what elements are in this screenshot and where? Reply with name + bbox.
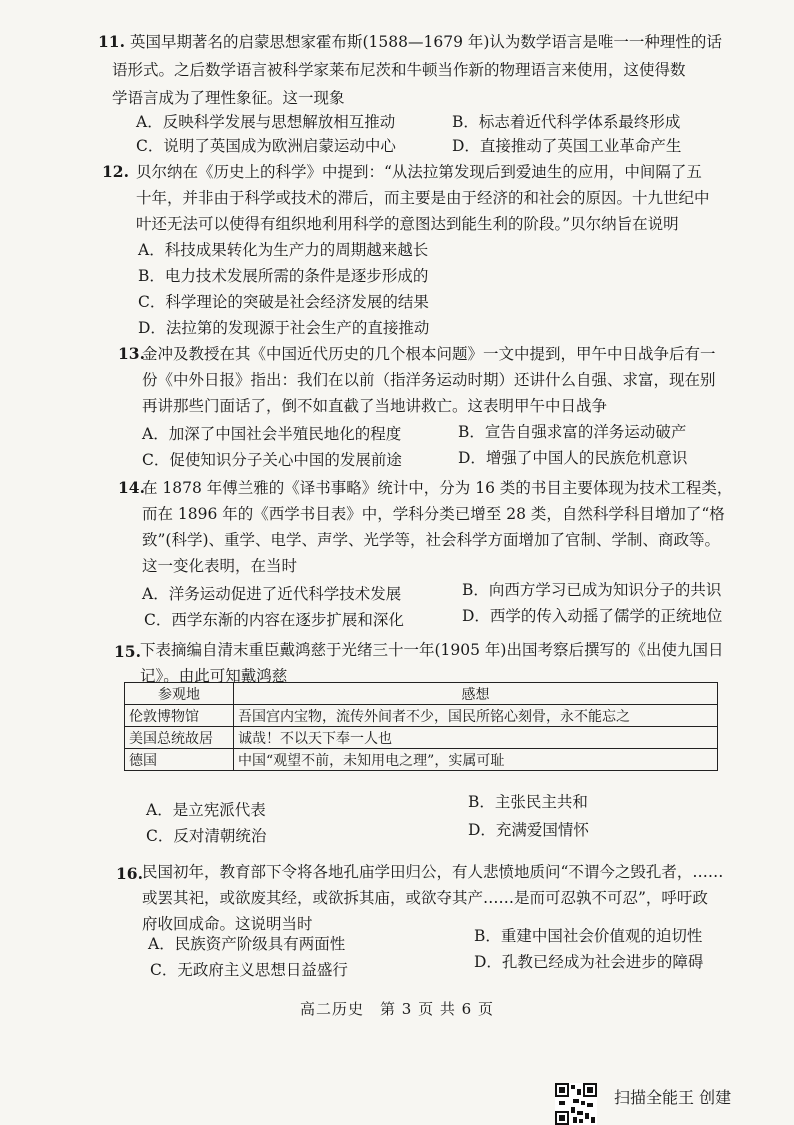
option-b[interactable]: B．标志着近代科学体系最终形成: [452, 113, 681, 131]
option-a[interactable]: A．民族资产阶级具有两面性: [148, 935, 346, 953]
table-cell-thought: 诚哉！不以天下奉一人也: [234, 727, 718, 749]
scanner-watermark: 扫描全能王 创建: [614, 1088, 732, 1107]
observation-table: [124, 682, 718, 771]
option-a[interactable]: A．加深了中国社会半殖民地化的程度: [142, 425, 402, 443]
option-d[interactable]: D．充满爱国情怀: [468, 821, 589, 839]
option-a[interactable]: A．科技成果转化为生产力的周期越来越长: [138, 241, 429, 259]
table-header-cell: 感想: [234, 683, 718, 705]
question-text: 或罢其祀，或欲废其经，或欲拆其庙，或欲夺其产……是而可忍孰不可忍”，呼吁政: [142, 889, 708, 907]
table-row: [125, 749, 718, 771]
question-text: 民国初年，教育部下令将各地孔庙学田归公，有人悲愤地质问“不谓今之毁孔者，……: [142, 863, 724, 881]
question-number: 15.: [114, 642, 141, 661]
option-a[interactable]: A．是立宪派代表: [146, 801, 266, 819]
question-text: 十年，并非由于科学或技术的滞后，而主要是由于经济的和社会的原因。十九世纪中: [136, 189, 710, 207]
option-b[interactable]: B．向西方学习已成为知识分子的共识: [462, 581, 722, 599]
option-b[interactable]: B．重建中国社会价值观的迫切性: [474, 927, 703, 945]
question-text: 金冲及教授在其《中国近代历史的几个根本问题》一文中提到，甲午中日战争后有一: [142, 345, 716, 363]
question-text: 份《中外日报》指出：我们在以前（指洋务运动时期）还讲什么自强、求富，现在别: [142, 371, 716, 389]
question-text: 贝尔纳在《历史上的科学》中提到：“从法拉第发现后到爱迪生的应用，中间隔了五: [136, 163, 702, 181]
option-d[interactable]: D．孔教已经成为社会进步的障碍: [474, 953, 704, 971]
question-text: 而在 1896 年的《西学书目表》中，学科分类已增至 28 类，自然科学科目增加了“格: [142, 505, 725, 523]
table-header-cell: 参观地: [125, 683, 234, 705]
table-row: [125, 727, 718, 749]
option-b[interactable]: B．宣告自强求富的洋务运动破产: [458, 423, 687, 441]
option-a[interactable]: A．反映科学发展与思想解放相互推动: [136, 113, 396, 131]
question-text: 府收回成命。这说明当时: [142, 915, 313, 933]
option-d[interactable]: D．直接推动了英国工业革命产生: [452, 137, 682, 155]
question-number: 12.: [102, 162, 129, 181]
option-d[interactable]: D．西学的传入动摇了儒学的正统地位: [462, 607, 723, 625]
question-number: 16.: [116, 864, 143, 883]
question-text: 在 1878 年傅兰雅的《译书事略》统计中，分为 16 类的书目主要体现为技术工程类，: [142, 479, 733, 497]
question-text: 叶还无法可以使得有组织地利用科学的意图达到能生利的阶段。”贝尔纳旨在说明: [136, 215, 679, 233]
table-cell-thought: 中国“观望不前，未知用电之理”，实属可耻: [234, 749, 718, 771]
table-cell-place: 伦敦博物馆: [125, 705, 234, 727]
option-b[interactable]: B．主张民主共和: [468, 793, 588, 811]
qr-code-icon: [555, 1083, 597, 1125]
option-c[interactable]: C．科学理论的突破是社会经济发展的结果: [138, 293, 429, 311]
question-text: 再讲那些门面话了，倒不如直截了当地讲救亡。这表明甲午中日战争: [142, 397, 608, 415]
table-cell-thought: 吾国宫内宝物，流传外间者不少，国民所铭心刻骨，永不能忘之: [234, 705, 718, 727]
table-cell-place: 德国: [125, 749, 234, 771]
table-cell-place: 美国总统故居: [125, 727, 234, 749]
question-number: 14.: [118, 478, 145, 497]
question-text: 致”(科学)、重学、电学、声学、光学等，社会科学方面增加了官制、学制、商政等。: [142, 531, 721, 549]
question-text: 记》。由此可知戴鸿慈: [140, 667, 288, 685]
option-c[interactable]: C．说明了英国成为欧洲启蒙运动中心: [136, 137, 396, 155]
option-c[interactable]: C．西学东渐的内容在逐步扩展和深化: [144, 611, 404, 629]
question-text: 下表摘编自清末重臣戴鸿慈于光绪三十一年(1905 年)出国考察后撰写的《出使九国日: [140, 641, 724, 659]
option-b[interactable]: B．电力技术发展所需的条件是逐步形成的: [138, 267, 429, 285]
question-text: 语形式。之后数学语言被科学家莱布尼茨和牛顿当作新的物理语言来使用，这使得数: [112, 61, 686, 79]
question-text: 英国早期著名的启蒙思想家霍布斯(1588—1679 年)认为数学语言是唯一一种理性的话: [130, 33, 722, 51]
question-number: 13.: [118, 344, 145, 363]
option-a[interactable]: A．洋务运动促进了近代科学技术发展: [142, 585, 402, 603]
question-number: 11.: [98, 32, 125, 51]
question-text: 这一变化表明，在当时: [142, 557, 298, 575]
question-text: 学语言成为了理性象征。这一现象: [112, 89, 345, 107]
page-footer: 高二历史 第 3 页 共 6 页: [300, 1000, 494, 1018]
table-row: [125, 705, 718, 727]
option-d[interactable]: D．法拉第的发现源于社会生产的直接推动: [138, 319, 430, 337]
table-header-row: [125, 683, 718, 705]
option-d[interactable]: D．增强了中国人的民族危机意识: [458, 449, 688, 467]
option-c[interactable]: C．促使知识分子关心中国的发展前途: [142, 451, 402, 469]
option-c[interactable]: C．无政府主义思想日益盛行: [150, 961, 348, 979]
option-c[interactable]: C．反对清朝统治: [146, 827, 267, 845]
